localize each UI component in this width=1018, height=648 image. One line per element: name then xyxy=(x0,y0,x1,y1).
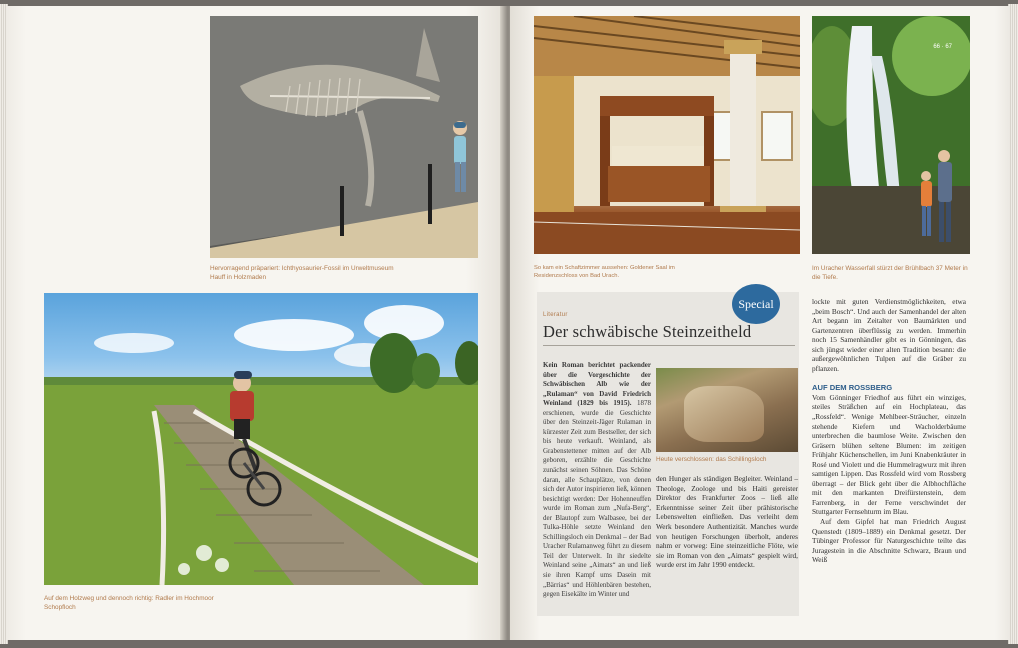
article-lead: Kein Roman berichtet packender über die Vorgeschichte der Schwäbischen Alb wie der „Rulaman“ von David Friedrich Weinland (1829 bis 1915). xyxy=(543,361,651,408)
castle-illustration xyxy=(534,16,800,254)
rock-shape xyxy=(684,386,764,442)
caption-stone: Heute verschlossen: das Schillingsloch xyxy=(656,456,767,463)
literature-column-2: den Hunger als ständigen Begleiter. Weinland – Theologe, Zoologe und bis Haiti gereister Direktor des Frankfurter Zoos – ließ alle Erkenntnisse seiner Zeit über prähistorische Lebenswelten einfließen. Das verleiht dem Werk besondere Authentizität. Manches wurde von heutigen Forschungen überholt, anderes nahm er vorweg: Eine steinzeitliche Flöte, wie sie im Roman von den „Aimats“ gespielt wird, wurde erst im Jahr 1990 entdeckt. xyxy=(656,474,798,570)
article-title: Der schwäbische Steinzeitheld xyxy=(543,322,752,341)
golden-hall-photo xyxy=(534,16,800,254)
moor-illustration xyxy=(44,293,478,585)
schillingsloch-photo xyxy=(656,368,798,452)
waterfall-photo xyxy=(812,16,970,254)
body-text-b: Vom Gönninger Friedhof aus führt ein winziges, steiles Sträßchen auf ein Hochplateau, das „Rossfeld“. Wenige Mehlbeer-Sträucher, einzeln stehende Kiefern und Wacholderbäume unterbrechen die baumlose Weite. Zwischen den Gräsern blühen seltene Blumen: im zeitigen Frühjahr Küchenschellen, im Juni Knabenkräuter in Rosé und Violett und die Hummelragwurz mit ihren samtigen Lippen. Das Rossfeld wird vom Rossberg überragt – der Blick geht über die Albhochfläche mit den markanten Dreifürstenstein, dem Farrenberg, in der Ferne verschwindet der Stuttgarter Fernsehturm im Blau. xyxy=(812,392,966,517)
page-number: 66 · 67 xyxy=(933,44,952,50)
literature-column-1 xyxy=(543,361,651,600)
right-page xyxy=(510,6,1010,640)
special-badge: Special xyxy=(732,284,780,324)
caption-castle: So kam ein Schaftzimmer aussehen: Goldener Saal im Residenzschloss von Bad Urach. xyxy=(534,265,675,280)
section-label: Literatur xyxy=(543,312,568,318)
article-body-1: 1878 erschienen, wurde die Geschichte über den Steinzeit-Jäger Rulaman in kürzester Zeit zum Bestseller, der sich bis heute verkauft. Weinland, als Grabenstettener mitten auf der Alb geboren, erzählte die Geschichte zunächst seinen Söhnen. Das Schöne daran, alle Schauplätze, von denen sich der Autor inspirieren ließ, können besichtigt werden: Der Hohenneuffen wurde im Roman zum „Nufa-Berg“, der Blautopf zum Walbasee, bei der Tulka-Höhle setzte Weinland den Schillingsloch ein Denkmal – der Bad Uracher Rulamanweg führt zu diesem Teil der Unterwelt. In ihr siedelte Weinland seine „Aimats“ an und ließ sie ihren Kampf ums Dasein mit „Bärrias“ und Höhlenbären bestehen, gegen Eisekälte im Winter und xyxy=(543,399,652,599)
waterfall-illustration xyxy=(812,16,970,254)
left-page xyxy=(6,6,506,640)
caption-falls: Im Uracher Wasserfall stürzt der Brühlbach 37 Meter in die Tiefe. xyxy=(812,265,968,281)
caption-fossil: Hervorragend präpariert: Ichthyosaurier-Fossil im Urweltmuseum Hauff in Holzmaden xyxy=(210,265,394,281)
main-text-column xyxy=(812,297,966,565)
fossil-illustration xyxy=(210,16,478,258)
body-text-c: Auf dem Gipfel hat man Friedrich August Quenstedt (1809–1889) ein Denkmal gesetzt. Der Tübinger Professor für Naturgeschichte teilte das Juragestein in die Abschnitte Schwarz, Braun und Weiß xyxy=(812,517,966,565)
title-rule xyxy=(543,345,795,346)
body-text-a: lockte mit guten Verdienstmöglichkeiten, etwa „beim Bosch“. Und auch der Samenhandel der alten Art begann im Zeitalter von Baumärkten und Gartenzentren überflüssig zu werden. Immerhin noch 15 Samenhändler gibt es in Gönningen, das sich jüngst wieder einer alten Tradition besann: die außergewöhnlichen Tulpen auf die Gräber zu pflanzen. xyxy=(812,297,966,373)
section-heading-rossberg: AUF DEM ROSSBERG xyxy=(812,383,893,393)
ichthyosaur-fossil-photo xyxy=(210,16,478,258)
bike-moor-photo xyxy=(44,293,478,585)
caption-bike: Auf dem Holzweg und dennoch richtig: Radler im Hochmoor Schopfloch xyxy=(44,595,214,611)
